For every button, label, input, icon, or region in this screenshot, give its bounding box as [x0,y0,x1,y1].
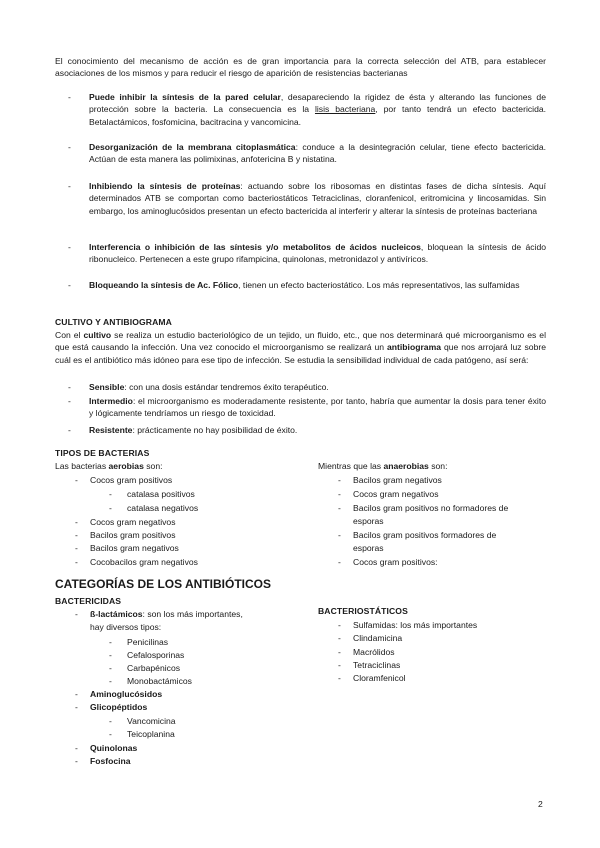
list-item: - Clindamicina [338,633,403,643]
mechanism-item: - Interferencia o inhibición de las síntesis y/o metabolitos de ácidos nucleicos, bloquean la síntesis de ácido ribonucleico. Pertenecen a este grupo rifampicina, quinolonas, metronidazol y antivíricos. [68,242,546,265]
list-item: - Quinolonas [75,743,138,753]
list-item: - Vancomicina [109,716,176,726]
list-item: - Bacilos gram positivos formadores de [338,530,497,540]
mechanism-item: - Desorganización de la membrana citoplasmática: conduce a la desintegración celular, tiene efecto bactericida. Actúan de esta manera las polimixinas, anfotericina B y nistatina. [68,142,546,165]
list-item: - Fosfocina [75,756,131,766]
list-item-cont: esporas [353,516,384,526]
lisis-link[interactable]: lisis bacteriana [314,104,376,115]
list-item: - Carbapénicos [109,663,181,673]
list-item-cont: esporas [353,543,384,553]
list-item: - Sulfamidas: los más importantes [338,620,478,630]
intro-paragraph: El conocimiento del mecanismo de acción es de gran importancia para la correcta selección del ATB, para establecer asociaciones de los mismos y para reducir el riesgo de aparición de resistencias bacterianas [55,56,546,79]
list-item: - Penicilinas [109,637,169,647]
sensitivity-item: - Intermedio: el microorganismo es moderadamente resistente, por tanto, habría que aumentar la dosis para tener éxito y lógicamente tendríamos un riesgo de toxicidad. [68,396,546,419]
anaerobias-intro: Mientras que las anaerobias son: [318,461,448,471]
list-item: - Cefalosporinas [109,650,185,660]
categorias-title: CATEGORÍAS DE LOS ANTIBIÓTICOS [55,577,272,591]
list-item: - Cocos gram positivos [75,475,173,485]
list-item: - Bacilos gram positivos no formadores de [338,503,509,513]
aerobias-intro: Las bacterias aerobias son: [55,461,163,471]
mechanism-item: - Inhibiendo la síntesis de proteínas: actuando sobre los ribosomas en distintas fases de dicha síntesis. Aquí determinados ATB se comportan como bacteriostáticos Tetraciclinas, cloranfenicol, eritromicina y lincosamidas. Sin embargo, los aminoglucósidos presentan un efecto bactericida al interferir y alterar la síntesis de proteínas bacteriana [68,181,547,216]
tipos-title: TIPOS DE BACTERIAS [55,448,150,458]
bacteriostaticos-title: BACTERIOSTÁTICOS [318,606,408,616]
list-item: - catalasa positivos [109,489,195,499]
mechanism-item: - Bloqueando la síntesis de Ac. Fólico, tienen un efecto bacteriostático. Los más representativos, las sulfamidas [68,280,520,290]
cultivo-title: CULTIVO Y ANTIBIOGRAMA [55,317,172,327]
list-item: - Cocos gram negativos [75,517,176,527]
sensitivity-item: - Sensible: con una dosis estándar tendremos éxito terapéutico. [68,382,329,392]
list-item: - Cocos gram negativos [338,489,439,499]
list-item: - Glicopéptidos [75,702,148,712]
cultivo-paragraph: Con el cultivo se realiza un estudio bacteriológico de un tejido, un fluido, etc., que nos determinará qué microorganismo es el que está causando la infección. Una vez conocido el microorganismo se realizará un antibiograma que nos arrojará luz sobre cuál es el antibiótico más idóneo para ese tipo de infección. Se estudia la sensibilidad individual de cada patógeno, así será: [55,330,546,365]
list-item: - Macrólidos [338,647,395,657]
page-number: 2 [538,799,543,809]
bactericidas-title: BACTERICIDAS [55,596,122,606]
list-item-cont: hay diversos tipos: [90,622,162,632]
list-item: - Bacilos gram negativos [338,475,442,485]
list-item: - ß-lactámicos: son los más importantes, [75,609,243,619]
list-item: - Bacilos gram positivos [75,530,176,540]
list-item: - Cocos gram positivos: [338,557,438,567]
list-item: - Teicoplanina [109,729,175,739]
list-item: - Aminoglucósidos [75,689,163,699]
list-item: - Bacilos gram negativos [75,543,179,553]
list-item: - Tetraciclinas [338,660,401,670]
sensitivity-item: - Resistente: prácticamente no hay posibilidad de éxito. [68,425,298,435]
list-item: - Cloramfenicol [338,673,406,683]
list-item: - catalasa negativos [109,503,199,513]
list-item: - Cocobacilos gram negativos [75,557,198,567]
mechanism-item: - Puede inhibir la síntesis de la pared celular, desapareciendo la rigidez de ésta y alterando las funciones de protección sobre la bacteria. La consecuencia es la lisis bacteriana, por tanto tendrá un efecto bactericida. Betalactámicos, fosfomicina, bacitracina y vancomicina. [68,92,547,127]
list-item: - Monobactámicos [109,676,192,686]
